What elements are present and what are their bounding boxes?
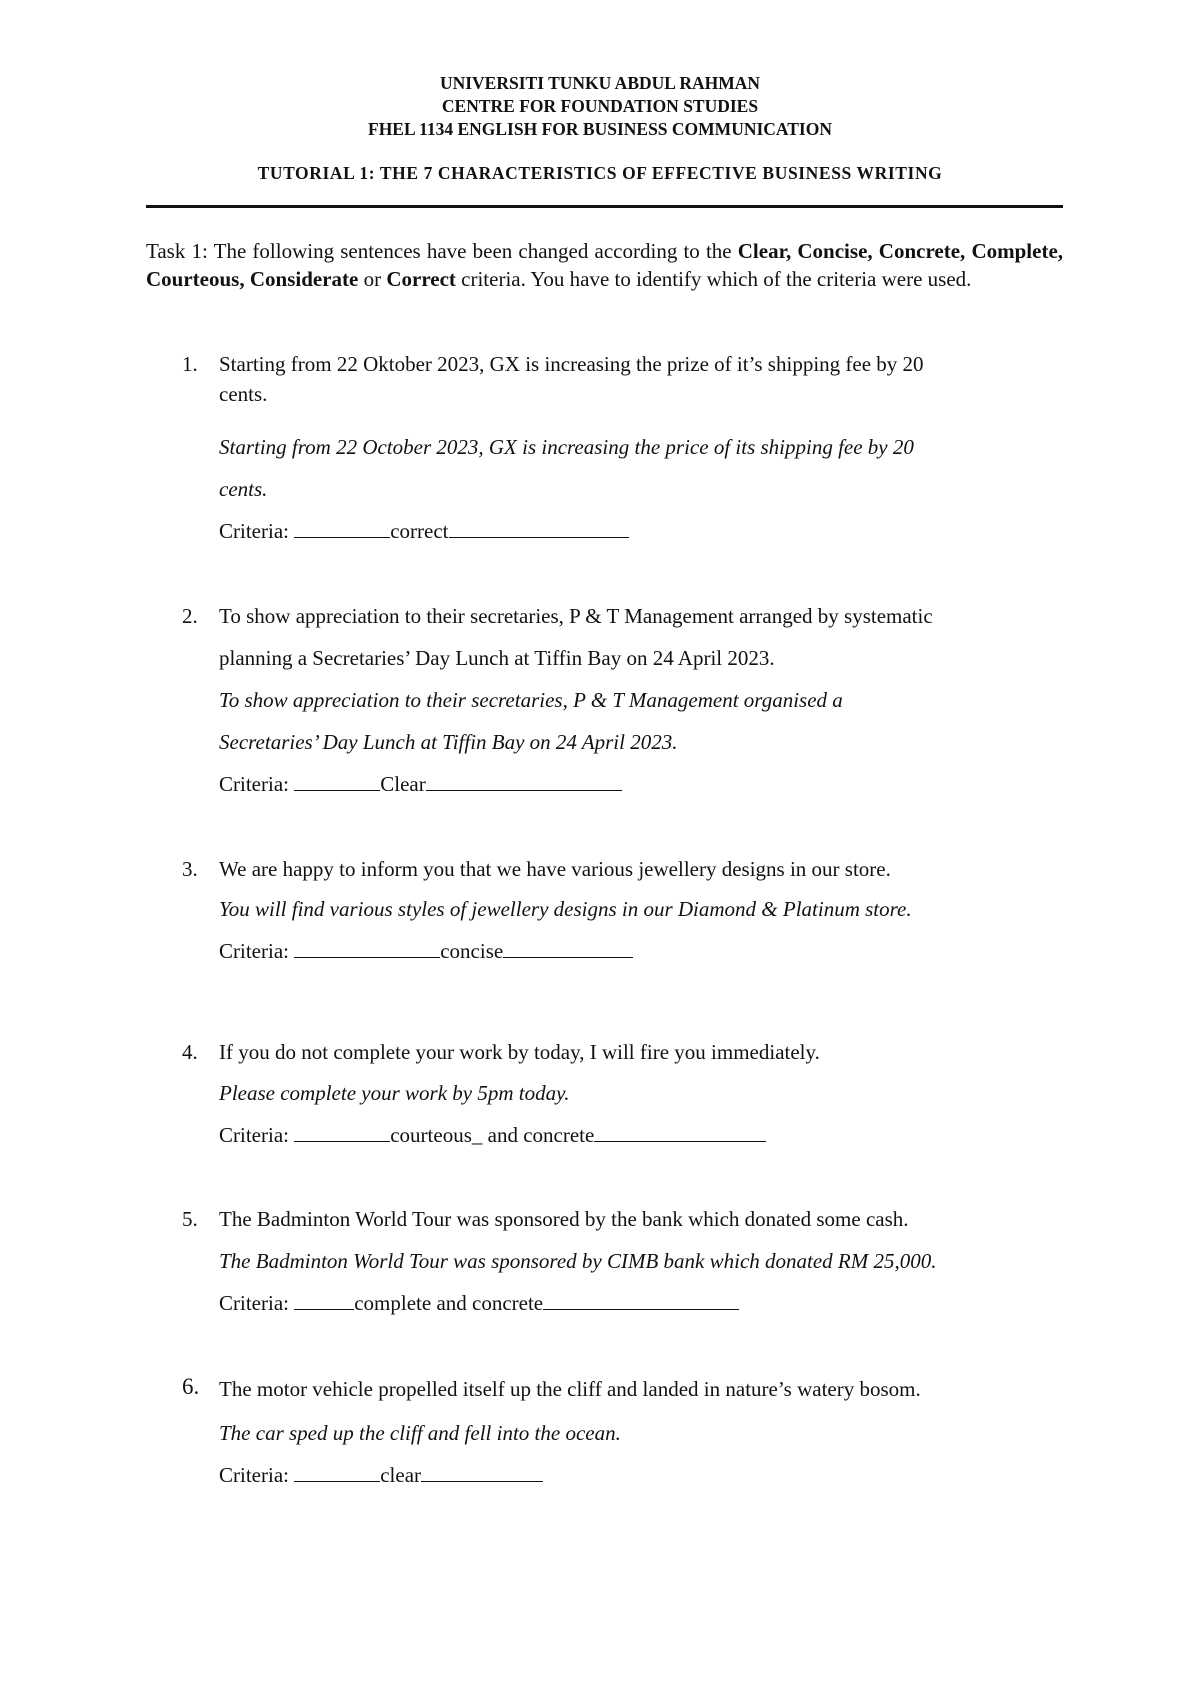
answer-blank-right [594,1123,766,1142]
answer-blank-right [543,1291,739,1310]
answer-blank-left [294,772,380,791]
criteria-label: Criteria: [219,1123,289,1147]
answer-blank-right [421,1463,543,1482]
answer-blank-right [426,772,622,791]
criteria-label: Criteria: [219,939,289,963]
criterion-concise: Concise, [797,239,873,263]
answer-blank-left [294,519,390,538]
criteria-label: Criteria: [219,1291,289,1315]
criterion-courteous: Courteous, [146,267,245,291]
answer-blank-left [294,939,440,958]
revised-sentence: You will find various styles of jewellery designs in our Diamond & Platinum store. [219,897,912,921]
original-sentence: The motor vehicle propelled itself up the cliff and landed in nature’s watery bosom. [219,1377,921,1401]
revised-sentence: Starting from 22 October 2023, GX is increasing the price of its shipping fee by 20 [219,435,914,459]
task-suffix: criteria. You have to identify which of the criteria were used. [461,267,972,291]
question-number: 1. [182,352,198,376]
revised-sentence: The car sped up the cliff and fell into the ocean. [219,1421,621,1445]
criteria-answer[interactable]: Clear [380,772,426,796]
answer-blank-left [294,1291,354,1310]
revised-sentence-cont: Secretaries’ Day Lunch at Tiffin Bay on 24 April 2023. [219,730,678,754]
university-name: UNIVERSITI TUNKU ABDUL RAHMAN [439,73,761,93]
question-number: 5. [182,1207,198,1231]
criteria-row [219,1291,739,1316]
question-number: 4. [182,1040,198,1064]
criteria-label: Criteria: [219,1463,289,1487]
criteria-answer[interactable]: clear [380,1463,422,1487]
criterion-complete: Complete, [971,239,1064,263]
tutorial-title: TUTORIAL 1: THE 7 CHARACTERISTICS OF EFFECTIVE BUSINESS WRITING [257,163,943,183]
criteria-row [219,1463,543,1488]
centre-name: CENTRE FOR FOUNDATION STUDIES [441,96,759,116]
criteria-answer[interactable]: complete and concrete [354,1291,544,1315]
task-prefix: Task 1: The following sentences have been changed according to the [146,239,738,263]
course-title: FHEL 1134 ENGLISH FOR BUSINESS COMMUNICATION [368,119,832,139]
question-number: 2. [182,604,198,628]
revised-sentence-cont: cents. [219,477,268,501]
criteria-row [219,519,629,544]
answer-blank-right [449,519,629,538]
criteria-row [219,772,622,797]
question-number: 6. [182,1374,200,1399]
criteria-answer[interactable]: correct [390,519,449,543]
criterion-considerate: Considerate [249,267,359,291]
original-sentence: If you do not complete your work by today, I will fire you immediately. [219,1040,820,1064]
revised-sentence: Please complete your work by 5pm today. [219,1081,570,1105]
criteria-label: Criteria: [219,772,289,796]
task-or: or [363,267,382,291]
criteria-answer[interactable]: courteous_ and concrete [390,1123,595,1147]
criterion-correct: Correct [386,267,456,291]
document-header [0,72,1200,141]
original-sentence: We are happy to inform you that we have various jewellery designs in our store. [219,857,891,881]
original-sentence: To show appreciation to their secretaries, P & T Management arranged by systematic [219,604,933,628]
question-number: 3. [182,857,198,881]
answer-blank-left [294,1123,390,1142]
original-sentence: The Badminton World Tour was sponsored by the bank which donated some cash. [219,1207,909,1231]
criterion-concrete: Concrete, [878,239,966,263]
task-instructions [146,237,1063,293]
criteria-row [219,939,633,964]
criterion-clear: Clear, [737,239,792,263]
original-sentence-cont: planning a Secretaries’ Day Lunch at Tiffin Bay on 24 April 2023. [219,646,775,670]
original-sentence-cont: cents. [219,382,268,406]
criteria-row [219,1123,766,1148]
revised-sentence: To show appreciation to their secretaries, P & T Management organised a [219,688,843,712]
criteria-label: Criteria: [219,519,289,543]
header-divider [146,205,1063,208]
criteria-answer[interactable]: concise [440,939,504,963]
revised-sentence: The Badminton World Tour was sponsored by CIMB bank which donated RM 25,000. [219,1249,937,1273]
answer-blank-left [294,1463,380,1482]
original-sentence: Starting from 22 Oktober 2023, GX is increasing the prize of it’s shipping fee by 20 [219,352,924,376]
answer-blank-right [503,939,633,958]
